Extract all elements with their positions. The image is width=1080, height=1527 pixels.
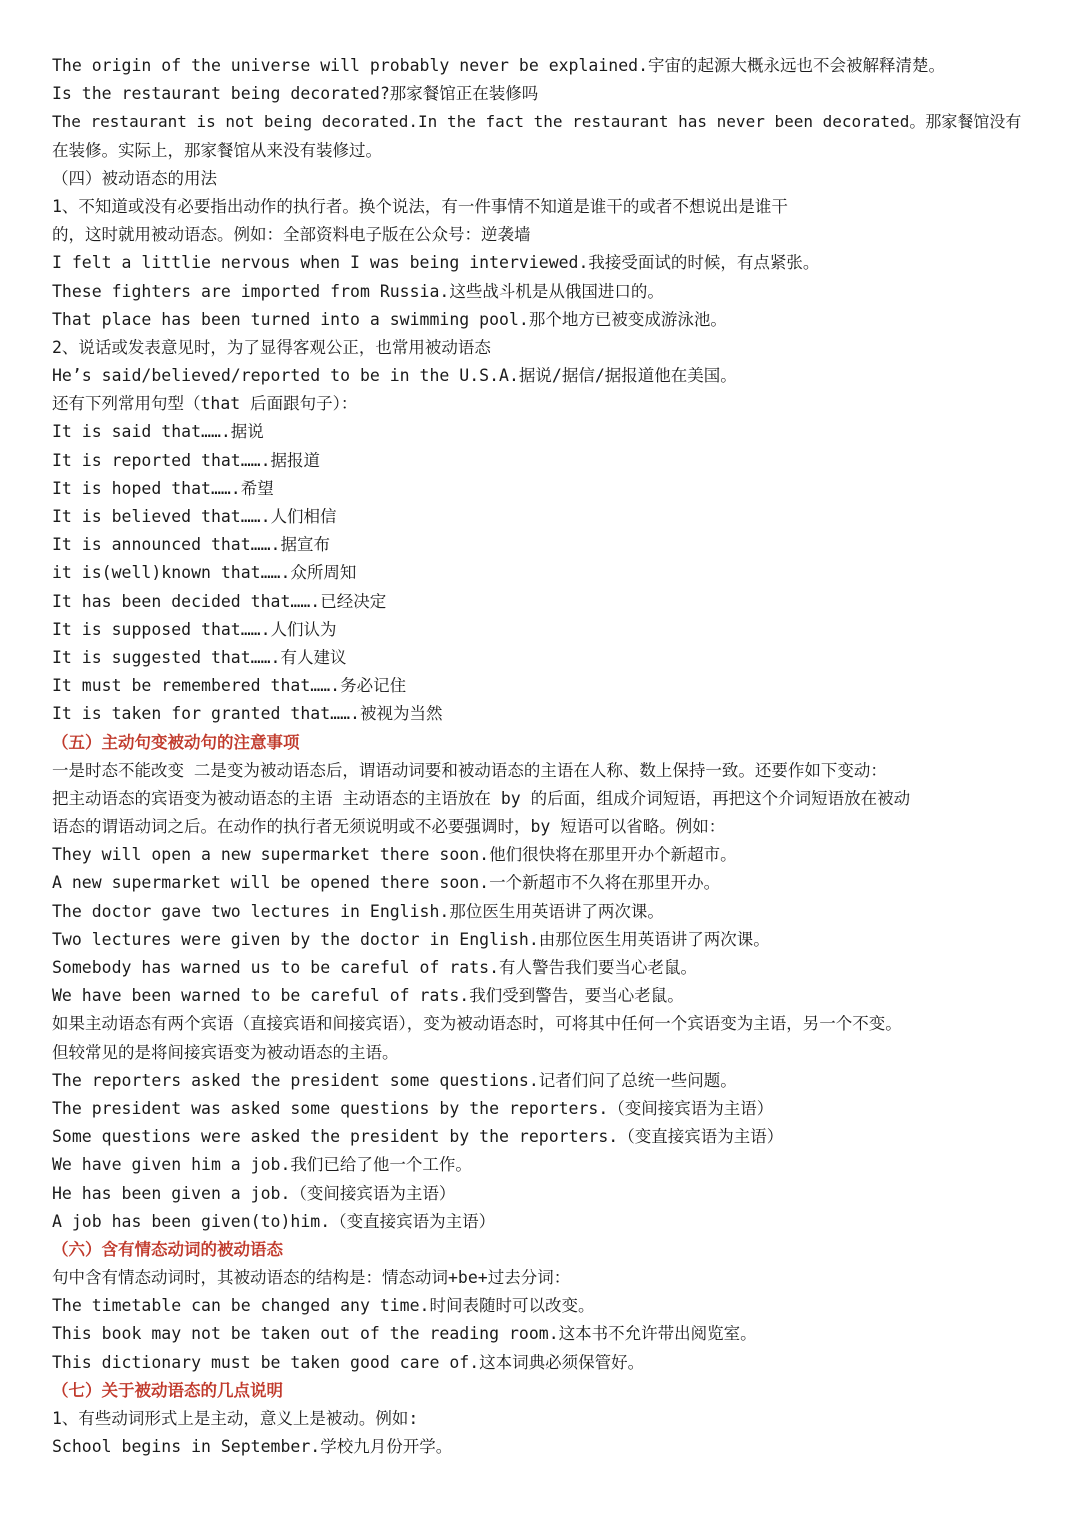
text-line: We have been warned to be careful of rats.我们受到警告，要当心老鼠。 — [52, 986, 684, 1006]
text-line: Some questions were asked the president by the reporters.（变直接宾语为主语） — [52, 1127, 784, 1147]
text-line: It is suggested that…….有人建议 — [52, 647, 347, 667]
text-line: I felt a littlie nervous when I was being interviewed.我接受面试的时候，有点紧张。 — [52, 253, 820, 273]
text-line: The doctor gave two lectures in English.那位医生用英语讲了两次课。 — [52, 901, 664, 921]
section-heading: （七）关于被动语态的几点说明 — [52, 1380, 283, 1400]
text-line: 在装修。实际上，那家餐馆从来没有装修过。 — [52, 140, 382, 160]
text-line: This dictionary must be taken good care of.这本词典必须保管好。 — [52, 1352, 645, 1372]
section-heading: （五）主动句变被动句的注意事项 — [52, 732, 300, 752]
text-line: It is reported that…….据报道 — [52, 450, 321, 470]
text-line: 的，这时就用被动语态。例如：全部资料电子版在公众号：逆袭墙 — [52, 225, 531, 245]
text-line: School begins in September.学校九月份开学。 — [52, 1437, 453, 1457]
text-line: The restaurant is not being decorated.In the fact the restaurant has never been decorated。那家餐馆没有 — [52, 112, 1022, 132]
text-line: 如果主动语态有两个宾语（直接宾语和间接宾语），变为被动语态时，可将其中任何一个宾语变为主语，另一个不变。 — [52, 1014, 902, 1034]
text-line: That place has been turned into a swimming pool.那个地方已被变成游泳池。 — [52, 309, 727, 329]
text-line: 句中含有情态动词时，其被动语态的结构是：情态动词+be+过去分词： — [52, 1268, 571, 1288]
text-line: It is supposed that…….人们认为 — [52, 619, 337, 639]
text-line: This book may not be taken out of the reading room.这本书不允许带出阅览室。 — [52, 1324, 757, 1344]
text-line: He has been given a job.（变间接宾语为主语） — [52, 1183, 456, 1203]
text-line: The origin of the universe will probably never be explained.宇宙的起源大概永远也不会被解释清楚。 — [52, 56, 946, 75]
text-line: The president was asked some questions by the reporters.（变间接宾语为主语） — [52, 1098, 774, 1118]
text-line: It is taken for granted that…….被视为当然 — [52, 704, 443, 724]
text-line: 1、有些动词形式上是主动，意义上是被动。例如: — [52, 1409, 419, 1428]
text-line: 还有下列常用句型（that 后面跟句子）： — [52, 394, 358, 414]
section-heading: （六）含有情态动词的被动语态 — [52, 1239, 283, 1259]
text-line: A new supermarket will be opened there soon.一个新超市不久将在那里开办。 — [52, 873, 721, 893]
text-line: We have given him a job.我们已给了他一个工作。 — [52, 1155, 472, 1175]
text-line: （四）被动语态的用法 — [52, 168, 217, 188]
text-line: It is hoped that…….希望 — [52, 478, 274, 498]
text-line: The reporters asked the president some questions.记者们问了总统一些问题。 — [52, 1070, 737, 1090]
text-line: The timetable can be changed any time.时间表随时可以改变。 — [52, 1296, 595, 1316]
text-line: Somebody has warned us to be careful of rats.有人警告我们要当心老鼠。 — [52, 958, 698, 977]
text-line: These fighters are imported from Russia.这些战斗机是从俄国进口的。 — [52, 281, 664, 301]
text-line: 语态的谓语动词之后。在动作的执行者无须说明或不必要强调时，by 短语可以省略。例如： — [52, 817, 726, 837]
text-line: 但较常见的是将间接宾语变为被动语态的主语。 — [52, 1042, 399, 1062]
text-line: it is(well)known that…….众所周知 — [52, 563, 357, 583]
text-line: A job has been given(to)him.（变直接宾语为主语） — [52, 1211, 496, 1231]
text-line: 1、不知道或没有必要指出动作的执行者。换个说法，有一件事情不知道是谁干的或者不想说出是谁干 — [52, 196, 788, 216]
text-line: 把主动语态的宾语变为被动语态的主语 主动语态的主语放在 by 的后面，组成介词短语，再把这个介词短语放在被动 — [52, 788, 911, 808]
text-line: It is said that…….据说 — [52, 422, 264, 442]
text-line: Two lectures were given by the doctor in English.由那位医生用英语讲了两次课。 — [52, 929, 770, 949]
text-line: It is announced that…….据宣布 — [52, 535, 330, 555]
text-line: It must be remembered that…….务必记住 — [52, 676, 407, 696]
text-line: He’s said/believed/reported to be in the U.S.A.据说/据信/据报道他在美国。 — [52, 366, 737, 386]
text-line: It has been decided that…….已经决定 — [52, 591, 387, 611]
text-line: Is the restaurant being decorated?那家餐馆正在装修吗 — [52, 84, 539, 104]
text-line: 一是时态不能改变 二是变为被动语态后，谓语动词要和被动语态的主语在人称、数上保持一致。还要作如下变动： — [52, 760, 887, 780]
document-page — [52, 52, 1042, 1461]
text-line: It is believed that…….人们相信 — [52, 507, 337, 526]
text-line: 2、说话或发表意见时，为了显得客观公正，也常用被动语态 — [52, 337, 491, 357]
text-line: They will open a new supermarket there soon.他们很快将在那里开办个新超市。 — [52, 845, 737, 865]
